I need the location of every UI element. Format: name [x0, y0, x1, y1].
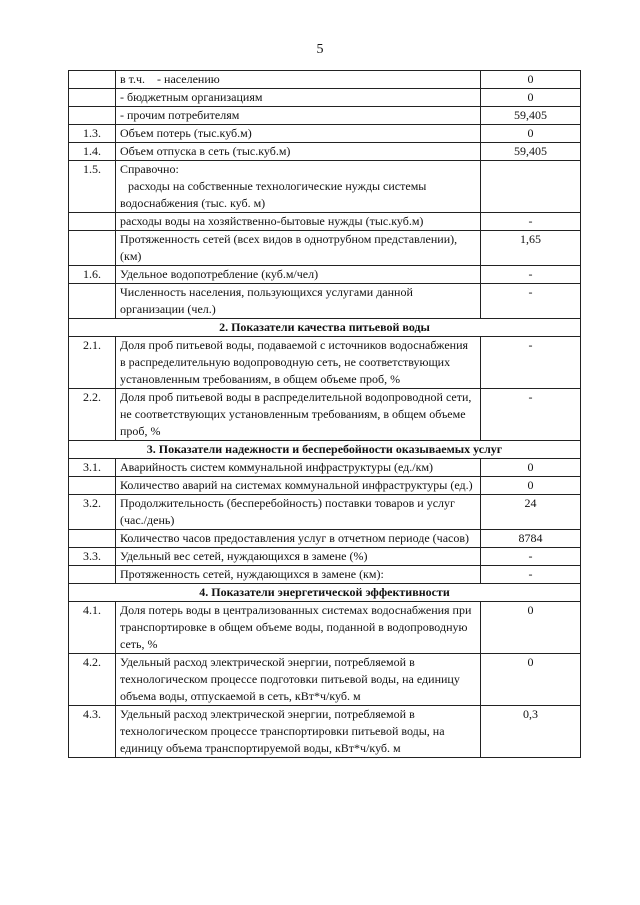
row-label: Доля проб питьевой воды в распределительной водопроводной сети, не соответствующих установленным требованиям, в общем объеме проб, % — [116, 389, 481, 441]
row-label: Удельное водопотребление (куб.м/чел) — [116, 266, 481, 284]
row-number: 4.2. — [69, 654, 116, 706]
row-label: расходы воды на хозяйственно-бытовые нужды (тыс.куб.м) — [116, 213, 481, 231]
row-label: Удельный расход электрической энергии, потребляемой в технологическом процессе транспортировки питьевой воды, на единицу объема транспортируемой воды, кВт*ч/куб. м — [116, 706, 481, 758]
table-row — [69, 548, 581, 566]
row-value: - — [481, 389, 581, 441]
row-label: Доля потерь воды в централизованных системах водоснабжения при транспортировке в общем объеме воды, поданной в водопроводную сеть, % — [116, 602, 481, 654]
table-row — [69, 284, 581, 319]
row-number: 2.1. — [69, 337, 116, 389]
row-label: Доля проб питьевой воды, подаваемой с источников водоснабжения в распределительную водопроводную сеть, не соответствующих установленным требованиям, в общем объеме проб, % — [116, 337, 481, 389]
table-row — [69, 706, 581, 758]
indicators-table — [68, 70, 581, 758]
row-label: в т.ч. - населению — [116, 71, 481, 89]
row-value: 24 — [481, 495, 581, 530]
section-header-row — [69, 441, 581, 459]
table-row — [69, 530, 581, 548]
table-row — [69, 602, 581, 654]
row-number: 1.5. — [69, 161, 116, 213]
table-row — [69, 566, 581, 584]
row-value: 0 — [481, 459, 581, 477]
row-value: 0 — [481, 89, 581, 107]
row-label: - бюджетным организациям — [116, 89, 481, 107]
row-number: 3.3. — [69, 548, 116, 566]
row-value: - — [481, 337, 581, 389]
page-number: 5 — [316, 42, 324, 57]
table-row — [69, 71, 581, 89]
row-value: 0 — [481, 125, 581, 143]
row-label: Протяженность сетей (всех видов в однотрубном представлении), (км) — [116, 231, 481, 266]
table-row — [69, 231, 581, 266]
row-value: 8784 — [481, 530, 581, 548]
table-row — [69, 107, 581, 125]
row-value: 1,65 — [481, 231, 581, 266]
row-label: Объем отпуска в сеть (тыс.куб.м) — [116, 143, 481, 161]
table-row — [69, 459, 581, 477]
table-row — [69, 477, 581, 495]
table-row — [69, 337, 581, 389]
row-label: Объем потерь (тыс.куб.м) — [116, 125, 481, 143]
table-row — [69, 143, 581, 161]
table-row — [69, 495, 581, 530]
row-label: Количество часов предоставления услуг в отчетном периоде (часов) — [116, 530, 481, 548]
row-label: Удельный расход электрической энергии, потребляемой в технологическом процессе подготовки питьевой воды, на единицу объема воды, отпускаемой в сеть, кВт*ч/куб. м — [116, 654, 481, 706]
reference-line: водоснабжения (тыс. куб. м) — [120, 196, 266, 210]
row-label — [116, 161, 481, 213]
row-label: Аварийность систем коммунальной инфраструктуры (ед./км) — [116, 459, 481, 477]
row-label: Удельный вес сетей, нуждающихся в замене (%) — [116, 548, 481, 566]
row-value: 0 — [481, 71, 581, 89]
row-label: Количество аварий на системах коммунальной инфраструктуры (ед.) — [116, 477, 481, 495]
row-number: 1.6. — [69, 266, 116, 284]
row-label: - прочим потребителям — [116, 107, 481, 125]
row-value: 59,405 — [481, 107, 581, 125]
row-label: Продолжительность (бесперебойность) поставки товаров и услуг (час./день) — [116, 495, 481, 530]
row-value: - — [481, 213, 581, 231]
section-heading: 2. Показатели качества питьевой воды — [69, 319, 581, 337]
row-value: 0 — [481, 477, 581, 495]
row-label: Численность населения, пользующихся услугами данной организации (чел.) — [116, 284, 481, 319]
reference-label: Справочно: — [120, 162, 179, 176]
row-number: 3.1. — [69, 459, 116, 477]
row-value: 59,405 — [481, 143, 581, 161]
table-row — [69, 89, 581, 107]
row-number: 4.1. — [69, 602, 116, 654]
row-value: - — [481, 548, 581, 566]
section-heading: 3. Показатели надежности и бесперебойности оказываемых услуг — [69, 441, 581, 459]
row-value: - — [481, 266, 581, 284]
section-header-row — [69, 584, 581, 602]
row-value: 0 — [481, 602, 581, 654]
reference-line: расходы на собственные технологические нужды системы — [128, 179, 427, 193]
table-row — [69, 654, 581, 706]
table-row — [69, 161, 581, 213]
row-value: - — [481, 284, 581, 319]
table-row — [69, 125, 581, 143]
row-label: Протяженность сетей, нуждающихся в замене (км): — [116, 566, 481, 584]
row-number: 1.3. — [69, 125, 116, 143]
row-value: - — [481, 566, 581, 584]
row-number: 4.3. — [69, 706, 116, 758]
row-value: 0,3 — [481, 706, 581, 758]
section-heading: 4. Показатели энергетической эффективности — [69, 584, 581, 602]
table-row — [69, 213, 581, 231]
row-number: 3.2. — [69, 495, 116, 530]
table-row — [69, 389, 581, 441]
table-row — [69, 266, 581, 284]
row-value: 0 — [481, 654, 581, 706]
row-number: 1.4. — [69, 143, 116, 161]
row-number: 2.2. — [69, 389, 116, 441]
section-header-row — [69, 319, 581, 337]
